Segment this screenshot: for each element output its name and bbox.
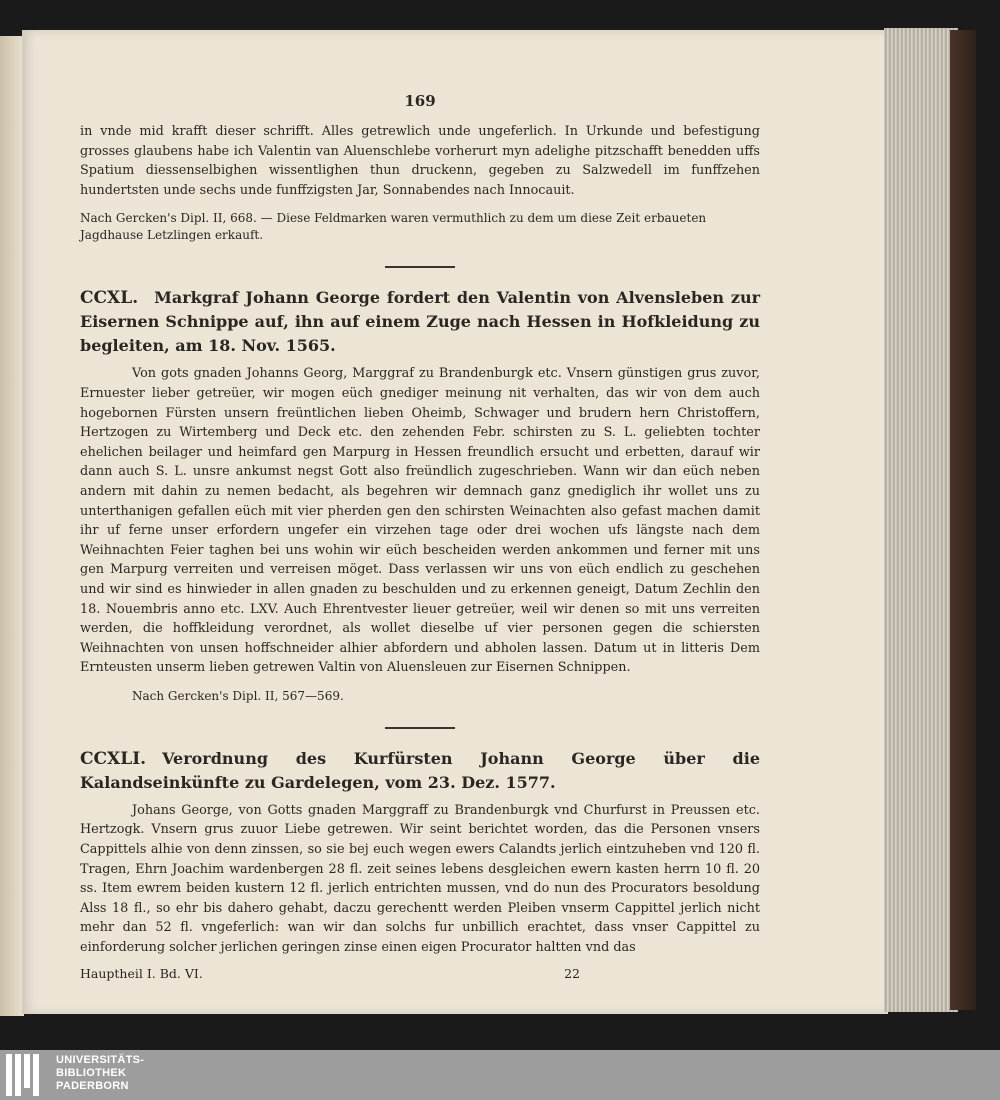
intro-source-note: Nach Gercken's Dipl. II, 668. — Diese Feldmarken waren vermuthlich zu dem um diese Zeit erbaueten Jagdhause Letzlingen erkauft. — [80, 211, 707, 243]
document-number-240: CCXL. — [80, 288, 139, 309]
library-footer-bar — [0, 1050, 1000, 1100]
document-source-240: Nach Gercken's Dipl. II, 567—569. — [132, 688, 344, 703]
intro-paragraph: in vnde mid krafft dieser schrifft. Alles getrewlich unde ungeferlich. In Urkunde und befestigung grosses glaubens habe ich Valentin van Aluenschlebe vorherurt myn adelighe pitzschafft benedden uffs Spatium diessenselbighen wissentlighen thun druckenn, gegeben zu Salzwedell im funffzehen hundertsten unde sechs unde funffzigsten Jar, Sonnabendes nach Innocauit. — [80, 124, 760, 198]
document-body-241: Johans George, von Gotts gnaden Marggraff zu Brandenburgk vnd Churfurst in Preussen etc. Hertzogk. Vnsern grus zuuor Liebe getrewen. Wir seint berichtet worden, das die Personen vnsers Cappittels alhie von denn zinssen, so sie bej euch wegen ewers Calandts jerlich eintzuheben vnd 120 fl. Tragen, Ehrn Joachim wardenbergen 28 fl. zeit seines lebens desgleichen ewern kasten herrn 10 fl. 20 ss. Item ewrem beiden kustern 12 fl. jerlich entrichten mussen, vnd do nun des Procurators besoldung Alss 18 fl., so ehr bis dahero gehabt, daczu gerechentt werden Pleiben vnserm Cappittel jerlich nicht mehr dan 52 fl. vngeferlich: wan wir dan solchs fur unbillich erachtet, dass vnser Cappittel zu einforderung solcher jerlichen geringen zinse einen eigen Procurator haltten vnd das — [80, 802, 760, 956]
signature-mark: Hauptheil I. Bd. VI. — [80, 965, 203, 981]
logo-line-1: UNIVERSITÄTS- — [56, 1054, 145, 1066]
document-heading-241 — [80, 747, 760, 795]
logo-line-3: PADERBORN — [56, 1080, 129, 1092]
left-page-edge — [0, 36, 24, 1016]
page-content — [80, 40, 760, 981]
document-heading-240 — [80, 286, 760, 358]
book-cover-edge — [950, 30, 976, 1010]
document-title-240: Markgraf Johann George fordert den Valentin von Alvensleben zur Eisernen Schnippe auf, ihn auf einem Zuge nach Hessen in Hofkleidung zu begleiten, am 18. Nov. 1565. — [80, 288, 760, 356]
page-footer — [80, 966, 580, 981]
document-title-241: Verordnung des Kurfürsten Johann George über die Kalandseinkünfte zu Gardelegen, vom 23. Dez. 1577. — [80, 748, 760, 792]
page-number: 169 — [404, 92, 436, 110]
document-body-240: Von gots gnaden Johanns Georg, Marggraf zu Brandenburgk etc. Vnsern günstigen grus zuvor, Ernuester lieber getreüer, wir mogen eüch gnediger meinung nit verhalten, das wir von dem auch hogebornen Fürsten unsern freüntlichen lieben Oheimb, Schwager und brudern hern Christoffern, Hertzogen zu Wirtemberg und Deck etc. den zehenden Febr. schirsten zu S. L. geliebten tochter ehelichen beilager und heimfard gen Marpurg in Hessen freundlich ersucht und erbetten, darauf wir dann auch S. L. unsre ankumst negst Gott also freündlich zugeschrieben. Wann wir dan eüch neben andern mit dahin zu nemen bedacht, als begehren wir demnach ganz gnediglich ihr wollet uns zu unterthanigen gefallen eüch mit vier pherden gen den schirsten Weinachten also gefast machen damit ihr uf ferne unser erfordern ungefer ein virzehen tage oder drei wochen ufs längste nach dem Weihnachten Feier taghen bei uns wohin wir eüch bescheiden werden ankommen und ferner mit uns gen Marpurg verreiten und verreisen möget. Dass verlassen wir uns von eüch endlich zu geschehen und wir sind es hinwieder in allen gnaden zu beschulden und zu erkennen geneigt, Datum Zechlin den 18. Nouembris anno etc. LXV. Auch Ehrentvester lieuer getreüer, weil wir denen so mit uns verreiten werden, die hoffkleidung verordnet, als wollet dieselbe uf vier personen gegen die schiersten Weihnachten von unsen hoffschneider alhier abfordern und abholen lassen. Datum ut in litteris Dem Ernteusten unserm lieben getrewen Valtin von Aluensleuen zur Eisernen Schnippen. — [80, 366, 760, 676]
section-divider — [385, 266, 455, 268]
logo-line-2: BIBLIOTHEK — [56, 1067, 127, 1079]
document-number-241: CCXLI. — [80, 748, 147, 769]
section-divider — [385, 727, 455, 729]
library-logo-icon — [6, 1054, 46, 1096]
library-logo-text — [56, 1054, 144, 1093]
sheet-number: 22 — [564, 965, 580, 981]
page-block-edges — [884, 28, 958, 1012]
